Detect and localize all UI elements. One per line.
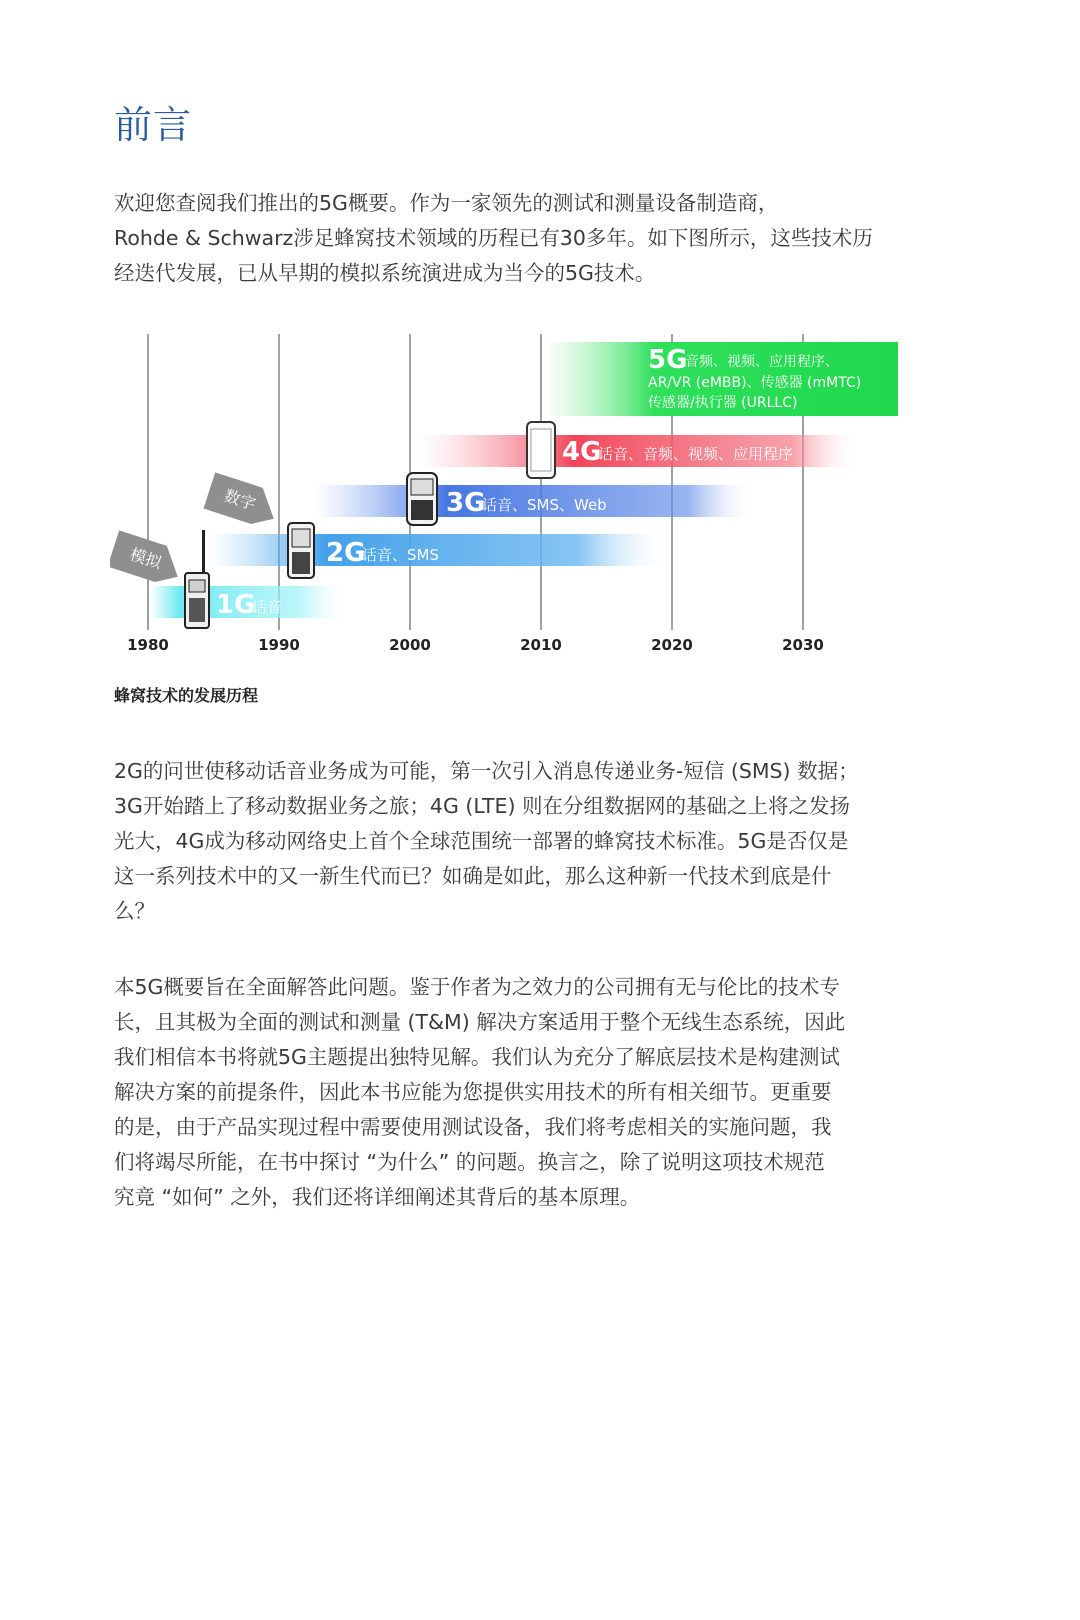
desc-2g: 话音、SMS (362, 546, 439, 564)
label-2g: 2G (326, 538, 366, 568)
paragraph-3 (114, 970, 934, 1215)
text-line: 么？ (114, 899, 155, 923)
tick-label-1990: 1990 (258, 636, 300, 654)
page-title: 前言 (114, 103, 193, 147)
band-2g (210, 534, 670, 566)
desc-1g: 话音 (252, 598, 283, 616)
label-1g: 1G (216, 590, 256, 620)
desc-3g: 话音、SMS、Web (482, 496, 607, 514)
figure-caption: 蜂窝技术的发展历程 (114, 686, 259, 705)
digital-label: 数字 (221, 485, 259, 514)
phone-1g-icon (185, 530, 209, 628)
label-5g: 5G (648, 345, 688, 375)
text-line: 本5G概要旨在全面解答此问题。鉴于作者为之效力的公司拥有无与伦比的技术专 (114, 975, 840, 999)
desc-4g: 话音、音频、视频、应用程序 (598, 445, 794, 463)
tick-label-2030: 2030 (782, 636, 824, 654)
phone-4g-icon (527, 422, 555, 478)
text-line: Rohde & Schwarz涉足蜂窝技术领域的历程已有30多年。如下图所示，这些技术历 (114, 226, 873, 250)
analog-label: 模拟 (127, 544, 165, 573)
timeline-chart (110, 330, 950, 680)
tick-label-2000: 2000 (389, 636, 431, 654)
paragraph-2 (114, 754, 934, 929)
intro-paragraph (114, 186, 934, 291)
desc-5g-line1: 音频、视频、应用程序、 (685, 354, 839, 370)
desc-5g-line2: AR/VR (eMBB)、传感器 (mMTC) (648, 375, 862, 391)
cellular-timeline-figure (110, 330, 950, 680)
text-line: 3G开始踏上了移动数据业务之旅；4G (LTE) 则在分组数据网的基础之上将之发扬 (114, 794, 850, 818)
text-line: 经迭代发展，已从早期的模拟系统演进成为当今的5G技术。 (114, 261, 656, 285)
label-3g: 3G (446, 488, 486, 518)
text-line: 欢迎您查阅我们推出的5G概要。作为一家领先的测试和测量设备制造商， (114, 191, 779, 215)
text-line: 光大，4G成为移动网络史上首个全球范围统一部署的蜂窝技术标准。5G是否仅是 (114, 829, 849, 853)
text-line: 2G的问世使移动话音业务成为可能，第一次引入消息传递业务-短信 (SMS) 数据； (114, 759, 859, 783)
text-line: 这一系列技术中的又一新生代而已？如确是如此，那么这种新一代技术到底是什 (114, 864, 832, 888)
tick-label-2010: 2010 (520, 636, 562, 654)
text-line: 们将竭尽所能，在书中探讨 “为什么” 的问题。换言之，除了说明这项技术规范 (114, 1150, 825, 1174)
text-line: 长，且其极为全面的测试和测量 (T&M) 解决方案适用于整个无线生态系统，因此 (114, 1010, 846, 1034)
phone-3g-icon (407, 473, 437, 525)
text-line: 究竟 “如何” 之外，我们还将详细阐述其背后的基本原理。 (114, 1185, 641, 1209)
digital-arrow (203, 472, 281, 530)
tick-label-2020: 2020 (651, 636, 693, 654)
desc-5g-line3: 传感器/执行器 (URLLC) (648, 395, 798, 411)
tick-label-1980: 1980 (127, 636, 169, 654)
phone-2g-icon (288, 523, 314, 578)
label-4g: 4G (562, 437, 602, 467)
text-line: 解决方案的前提条件，因此本书应能为您提供实用技术的所有相关细节。更重要 (114, 1080, 832, 1104)
text-line: 的是，由于产品实现过程中需要使用测试设备，我们将考虑相关的实施问题，我 (114, 1115, 832, 1139)
text-line: 我们相信本书将就5G主题提出独特见解。我们认为充分了解底层技术是构建测试 (114, 1045, 840, 1069)
